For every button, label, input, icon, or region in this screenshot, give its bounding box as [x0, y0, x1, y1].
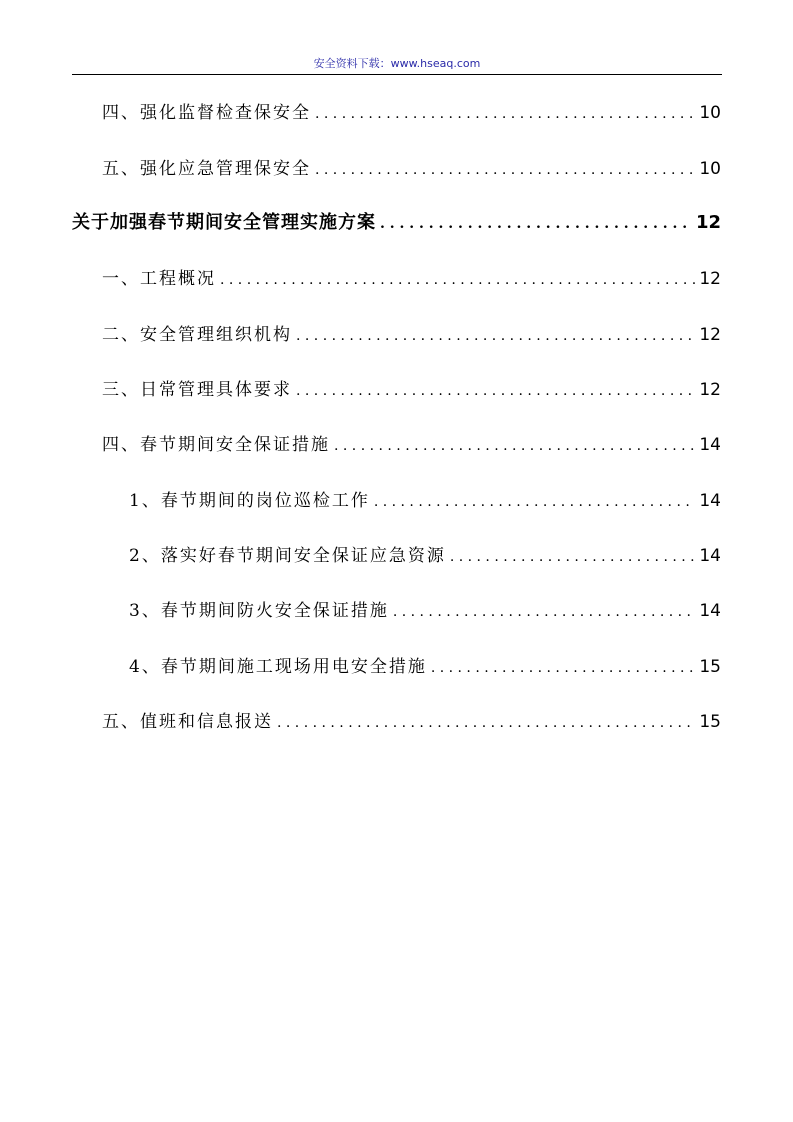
- page-header: 安全资料下载：www.hseaq.com: [313, 57, 481, 70]
- dot-leader: [393, 601, 696, 621]
- dot-leader: [296, 325, 695, 345]
- dot-leader: [334, 435, 695, 455]
- toc-entry-page: 14: [699, 435, 721, 455]
- toc-section-entry[interactable]: [72, 208, 721, 234]
- header-divider: [72, 74, 722, 75]
- toc-entry-page: 15: [699, 712, 721, 732]
- toc-entry-label: 四、春节期间安全保证措施: [102, 435, 330, 455]
- toc-entry-page: 12: [695, 212, 721, 233]
- toc-entry-page: 15: [699, 657, 721, 677]
- toc-entry-label: 1、春节期间的岗位巡检工作: [129, 491, 370, 511]
- dot-leader: [220, 269, 695, 289]
- toc-subentry[interactable]: [129, 486, 721, 511]
- dot-leader: [315, 103, 695, 123]
- toc-entry-page: 10: [699, 103, 721, 123]
- toc-entry-label: 二、安全管理组织机构: [102, 325, 292, 345]
- toc-entry[interactable]: [102, 707, 721, 732]
- toc-entry[interactable]: [102, 154, 721, 179]
- toc-entry-label: 四、强化监督检查保安全: [102, 103, 311, 123]
- dot-leader: [380, 212, 692, 233]
- toc-entry-page: 14: [699, 601, 721, 621]
- toc-subentry[interactable]: [129, 541, 721, 566]
- toc-entry[interactable]: [102, 430, 721, 455]
- toc-entry-page: 12: [699, 325, 721, 345]
- dot-leader: [296, 380, 695, 400]
- dot-leader: [431, 657, 696, 677]
- toc-entry[interactable]: [102, 375, 721, 400]
- toc-entry-page: 12: [699, 269, 721, 289]
- toc-entry-label: 三、日常管理具体要求: [102, 380, 292, 400]
- toc-entry-label: 4、春节期间施工现场用电安全措施: [129, 657, 427, 677]
- toc-entry[interactable]: [102, 98, 721, 123]
- toc-entry-label: 2、落实好春节期间安全保证应急资源: [129, 546, 446, 566]
- toc-entry-label: 五、值班和信息报送: [102, 712, 273, 732]
- toc-entry-page: 12: [699, 380, 721, 400]
- toc-entry[interactable]: [102, 320, 721, 345]
- toc-entry-label: 关于加强春节期间安全管理实施方案: [72, 212, 376, 233]
- toc-entry[interactable]: [102, 264, 721, 289]
- toc-entry-page: 10: [699, 159, 721, 179]
- toc-subentry[interactable]: [129, 652, 721, 677]
- dot-leader: [315, 159, 695, 179]
- toc-entry-page: 14: [699, 491, 721, 511]
- toc-entry-label: 五、强化应急管理保安全: [102, 159, 311, 179]
- toc-entry-label: 一、工程概况: [102, 269, 216, 289]
- dot-leader: [450, 546, 696, 566]
- toc-subentry[interactable]: [129, 596, 721, 621]
- toc-entry-label: 3、春节期间防火安全保证措施: [129, 601, 389, 621]
- toc-entry-page: 14: [699, 546, 721, 566]
- dot-leader: [277, 712, 695, 732]
- dot-leader: [374, 491, 696, 511]
